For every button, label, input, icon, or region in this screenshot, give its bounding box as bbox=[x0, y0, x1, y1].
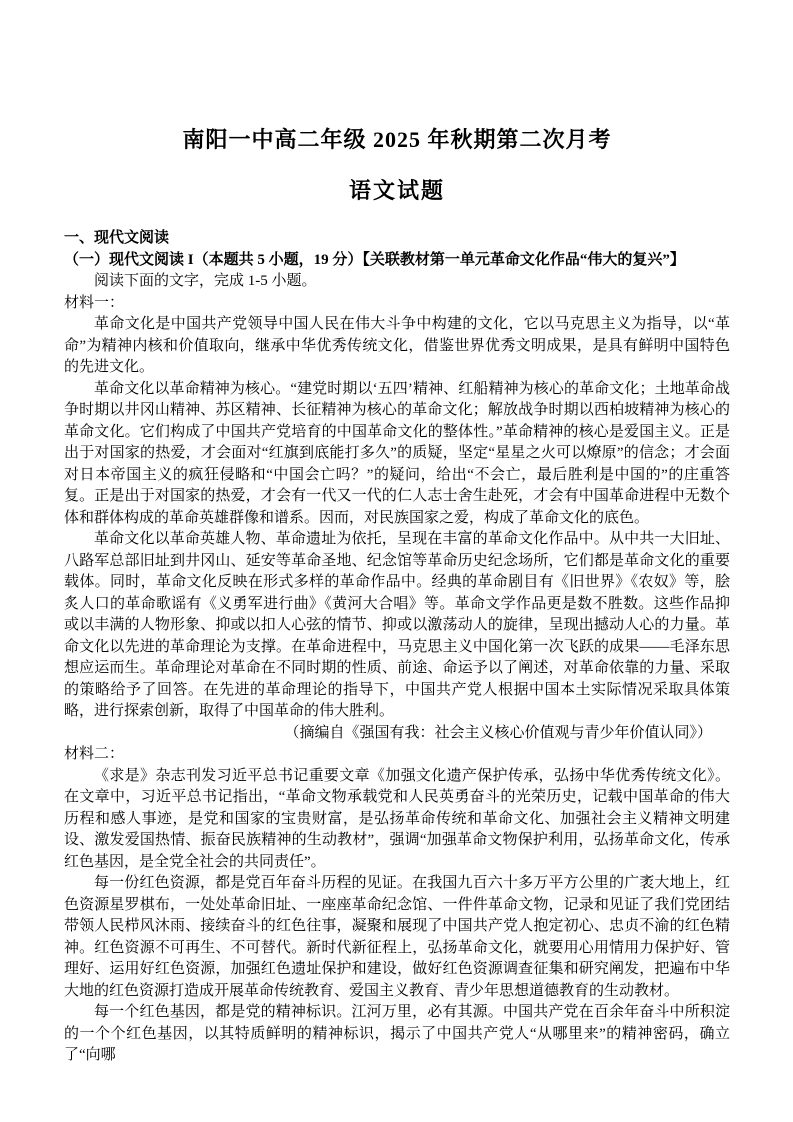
exam-subject-title: 语文试题 bbox=[348, 177, 445, 203]
section-1-subsection-heading: （一）现代文阅读 I（本题共 5 小题，19 分）【关联教材第一单元革命文化作品“伟大的复兴”】 bbox=[64, 251, 685, 268]
material-1-attribution: （摘编自《强国有我：社会主义核心价值观与青少年价值认同》） bbox=[284, 724, 712, 741]
material-1-paragraph-3: 革命文化以革命英雄人物、革命遗址为依托，呈现在丰富的革命文化作品中。从中共一大旧址、八路军总部旧址到井冈山、延安等革命圣地、纪念馆等革命历史纪念场所，它们都是革命文化的重要载体。同时，革命文化反映在形式多样的革命作品中。经典的革命剧目有《旧世界》《农奴》等，脍炙人口的革命歌谣有《义勇军进行曲》《黄河大合唱》等。革命文学作品更是数不胜数。这些作品抑或以丰满的人物形象、抑或以扣人心弦的情节、抑或以激荡动人的旋律，呈现出撼动人心的力量。革命文化以先进的革命理论为支撑。在革命进程中，马克思主义中国化第一次飞跃的成果——毛泽东思想应运而生。革命理论对革命在不同时期的性质、前途、命运予以了阐述，对革命依靠的力量、采取的策略给予了回答。在先进的革命理论的指导下，中国共产党人根据中国本土实际情况采取具体策略，进行探索创新，取得了中国革命的伟大胜利。 bbox=[64, 531, 730, 720]
reading-instruction: 阅读下面的文字，完成 1-5 小题。 bbox=[94, 273, 317, 290]
section-1-heading: 一、现代文阅读 bbox=[64, 230, 170, 247]
material-2-paragraph-3: 每一个红色基因，都是党的精神标识。江河万里，必有其源。中国共产党在百余年奋斗中所积淀的一个个红色基因，以其特质鲜明的精神标识，揭示了中国共产党人“从哪里来”的精神密码，确立了“向哪 bbox=[64, 1004, 730, 1064]
material-2-label: 材料二： bbox=[64, 746, 125, 763]
material-1-paragraph-1: 革命文化是中国共产党领导中国人民在伟大斗争中构建的文化，它以马克思主义为指导，以“革命”为精神内核和价值取向，继承中华优秀传统文化，借鉴世界优秀文明成果，是具有鲜明中国特色的先进文化。 bbox=[64, 316, 730, 376]
material-2-paragraph-2: 每一份红色资源，都是党百年奋斗历程的见证。在我国九百六十多万平方公里的广袤大地上，红色资源星罗棋布，一处处革命旧址、一座座革命纪念馆、一件件革命文物，记录和见证了我们党团结带领人民栉风沐雨、接续奋斗的红色往事，凝聚和展现了中国共产党人抱定初心、忠贞不渝的红色精神。红色资源不可再生、不可替代。新时代新征程上，弘扬革命文化，就要用心用情用力保护好、管理好、运用好红色资源，加强红色遗址保护和建设，做好红色资源调查征集和研究阐发，把遍布中华大地的红色资源打造成开展革命传统教育、爱国主义教育、青少年思想道德教育的生动教材。 bbox=[64, 875, 730, 999]
material-1-paragraph-2: 革命文化以革命精神为核心。“建党时期以‘五四’精神、红船精神为核心的革命文化；土地革命战争时期以井冈山精神、苏区精神、长征精神为核心的革命文化；解放战争时期以西柏坡精神为核心的革命文化。它们构成了中国共产党培育的中国革命文化的整体性。”革命精神的核心是爱国主义。正是出于对国家的热爱，才会面对“红旗到底能打多久”的质疑，坚定“星星之火可以燎原”的信念；才会面对日本帝国主义的疯狂侵略和“中国会亡吗？”的疑问，给出“不会亡，最后胜利是中国的”的庄重答复。正是出于对国家的热爱，才会有一代又一代的仁人志士舍生赴死，才会有中国革命进程中无数个体和群体构成的革命英雄群像和谱系。因而，对民族国家之爱，构成了革命文化的底色。 bbox=[64, 380, 730, 526]
material-2-paragraph-1: 《求是》杂志刊发习近平总书记重要文章《加强文化遗产保护传承，弘扬中华优秀传统文化》。在文章中，习近平总书记指出，“革命文物承载党和人民英勇奋斗的光荣历史，记载中国革命的伟大历程和感人事迹，是党和国家的宝贵财富，是弘扬革命传统和革命文化、加强社会主义精神文明建设、激发爱国热情、振奋民族精神的生动教材”，强调“加强革命文物保护利用，弘扬革命文化，传承红色基因，是全党全社会的共同责任”。 bbox=[64, 767, 730, 870]
exam-title: 南阳一中高二年级 2025 年秋期第二次月考 bbox=[182, 127, 612, 152]
material-1-label: 材料一： bbox=[64, 294, 125, 311]
exam-body bbox=[64, 228, 730, 1067]
